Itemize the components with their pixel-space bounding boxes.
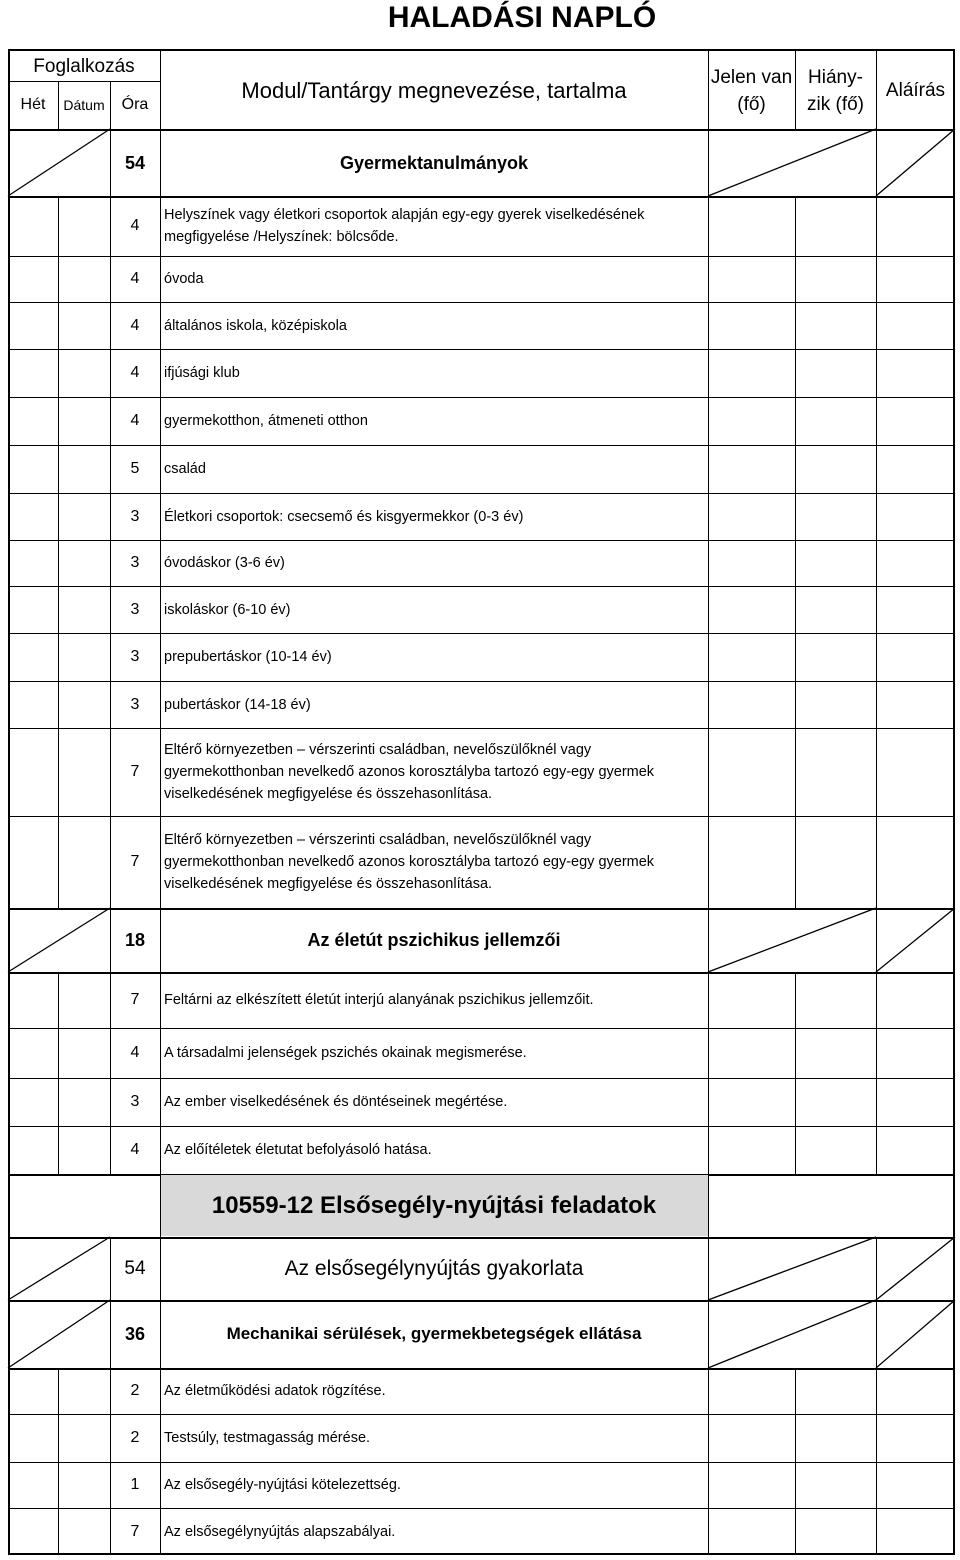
row-hours: 5 [130,460,140,477]
row-description: pubertáskor (14-18 év) [164,696,311,713]
grid-line [8,1078,955,1079]
header-het: Hét [20,96,46,113]
grid-line [876,816,877,908]
grid-line [795,349,796,397]
grid-line [58,196,59,256]
section-title: Az elsősegélynyújtás gyakorlata [284,1256,584,1280]
row-description: Életkori csoportok: csecsemő és kisgyermekkor (0-3 év) [164,508,524,525]
row-description: prepubertáskor (10-14 év) [164,649,332,665]
diagonal-strike [708,908,876,972]
row-description: gyermekotthonban nevelkedő azonos korosztályba tartozó egy-egy gyermek [164,854,655,870]
grid-line [708,196,709,256]
row-hours: 1 [130,1476,140,1493]
header-alairas: Aláírás [885,80,946,101]
grid-line [58,1028,59,1078]
grid-line [795,302,796,349]
grid-line [708,256,709,302]
row-description: Helyszínek vagy életkori csoportok alapján egy-egy gyerek viselkedésének [164,207,645,223]
grid-line [876,1078,877,1126]
grid-line [795,1028,796,1078]
grid-line [8,681,955,682]
page-title: HALADÁSI NAPLÓ [387,1,657,34]
grid-line [876,1414,877,1462]
grid-line [876,493,877,540]
grid-line [58,445,59,493]
grid-line [58,1462,59,1508]
grid-line [8,1368,955,1370]
diagonal-strike [8,129,110,196]
row-description: Az ember viselkedésének és döntéseinek megértése. [164,1094,508,1110]
grid-line [8,302,955,303]
grid-line [795,196,796,256]
grid-line [8,493,955,494]
grid-line [795,1368,796,1414]
row-hours: 4 [130,364,140,381]
grid-line [876,196,877,256]
row-hours: 7 [130,853,140,870]
grid-line [58,493,59,540]
row-description: gyermekotthon, átmeneti otthon [164,413,368,429]
grid-line [708,1508,709,1555]
row-description: A társadalmi jelenségek pszichés okainak megismerése. [164,1045,527,1061]
grid-line [708,1028,709,1078]
grid-line [160,256,161,302]
row-description: Az előítéletek életutat befolyásoló hatása. [164,1142,432,1158]
grid-line [8,445,955,446]
row-description: általános iskola, középiskola [164,317,347,334]
grid-line [876,256,877,302]
header-hiany-2: zik (fő) [807,94,864,115]
row-description: Feltárni az elkészített életút interjú alanyának pszichikus jellemzőit. [164,992,594,1008]
grid-line [708,302,709,349]
grid-line [8,1508,955,1509]
row-description: ifjúsági klub [164,365,240,381]
diagonal-strike [8,1237,110,1300]
grid-line [58,816,59,908]
grid-line [8,816,955,817]
row-description: óvoda [164,271,204,287]
header-foglalkozas: Foglalkozás [33,56,135,77]
grid-line [58,681,59,728]
row-hours: 4 [130,270,140,287]
grid-line [160,1368,161,1414]
grid-line [708,972,709,1028]
grid-line [876,302,877,349]
row-description: Az elsősegélynyújtás alapszabályai. [164,1523,396,1540]
grid-line [708,1414,709,1462]
grid-line [58,349,59,397]
grid-line [876,540,877,586]
row-description: óvodáskor (3-6 év) [164,555,285,571]
grid-line [795,1462,796,1508]
header-hiany-1: Hiány- [808,67,863,88]
grid-line [708,633,709,681]
section-hours: 54 [124,1257,146,1279]
grid-line [8,1126,955,1127]
section-title: Az életút pszichikus jellemzői [307,930,561,950]
grid-line [795,445,796,493]
row-hours: 3 [130,507,140,525]
grid-line [160,302,161,349]
row-hours: 3 [130,600,140,618]
grid-line [160,586,161,633]
grid-line [795,816,796,908]
diagonal-strike [708,129,876,196]
diagonal-strike [708,1237,876,1300]
grid-line [58,1508,59,1555]
grid-line [795,493,796,540]
row-description: Az életműködési adatok rögzítése. [164,1383,386,1399]
section-hours: 36 [124,1324,146,1344]
row-hours: 3 [130,695,140,713]
grid-line [160,816,161,908]
row-hours: 2 [130,1382,140,1399]
grid-line [58,1126,59,1174]
row-description: Eltérő környezetben – vérszerinti családban, nevelőszülőknél vagy [164,742,592,758]
grid-line [795,728,796,816]
row-hours: 4 [130,412,140,429]
grid-line [160,1028,161,1078]
diagonal-strike [876,129,955,196]
diagonal-strike [876,1300,955,1368]
grid-line [8,1028,955,1029]
row-hours: 3 [130,554,140,571]
grid-line [708,1462,709,1508]
grid-line [795,681,796,728]
grid-line [795,1078,796,1126]
grid-line [160,1462,161,1508]
grid-line [160,196,161,256]
grid-line [795,1126,796,1174]
grid-line [8,728,955,729]
module-title: 10559-12 Elsősegély-nyújtási feladatok [211,1191,657,1219]
grid-line [876,633,877,681]
grid-line [8,586,955,587]
grid-line [58,586,59,633]
grid-line [58,256,59,302]
grid-line [708,681,709,728]
grid-line [795,1414,796,1462]
grid-line [160,540,161,586]
grid-line [160,633,161,681]
row-hours: 4 [130,217,140,234]
row-description: gyermekotthonban nevelkedő azonos korosztályba tartozó egy-egy gyermek [164,764,655,780]
grid-line [8,972,955,974]
grid-line [8,397,955,398]
diagonal-strike [876,908,955,972]
row-hours: 7 [130,763,140,780]
row-hours: 4 [130,1141,140,1158]
grid-line [160,681,161,728]
grid-line [58,1414,59,1462]
row-description: Eltérő környezetben – vérszerinti családban, nevelőszülőknél vagy [164,832,592,848]
grid-line [708,1174,709,1237]
grid-line [795,256,796,302]
grid-line [876,1508,877,1555]
grid-line [708,1078,709,1126]
grid-line [876,1368,877,1414]
grid-line [795,972,796,1028]
grid-line [58,728,59,816]
grid-line [876,445,877,493]
row-hours: 2 [130,1429,140,1446]
grid-line [8,256,955,257]
grid-line [708,445,709,493]
grid-line [795,49,796,129]
row-hours: 4 [130,1044,140,1061]
row-hours: 7 [130,991,140,1008]
grid-line [58,633,59,681]
row-description: Testsúly, testmagasság mérése. [164,1430,371,1446]
row-description: iskoláskor (6-10 év) [164,601,291,618]
grid-line [8,81,160,82]
header-modul: Modul/Tantárgy megnevezése, tartalma [241,78,627,103]
grid-line [708,816,709,908]
row-description: Az elsősegély-nyújtási kötelezettség. [164,1477,401,1493]
diagonal-strike [708,1300,876,1368]
grid-line [8,196,955,198]
grid-line [58,397,59,445]
grid-line [876,1028,877,1078]
grid-line [876,1462,877,1508]
grid-line [160,1414,161,1462]
grid-line [708,349,709,397]
section-hours: 18 [124,930,146,950]
grid-line [708,397,709,445]
row-description: család [164,461,206,477]
grid-line [708,1368,709,1414]
grid-line [708,49,709,129]
grid-line [708,728,709,816]
header-jelen-2: (fő) [737,94,766,115]
grid-line [876,681,877,728]
grid-line [795,1508,796,1555]
grid-line [8,1414,955,1415]
grid-line [8,349,955,350]
grid-line [795,586,796,633]
grid-line [876,586,877,633]
grid-line [160,397,161,445]
row-hours: 7 [130,1522,140,1540]
grid-line [708,540,709,586]
grid-line [160,972,161,1028]
diagonal-strike [8,908,110,972]
section-title: Mechanikai sérülések, gyermekbetegségek ellátása [226,1324,642,1343]
section-title: Gyermektanulmányok [339,152,529,173]
grid-line [8,540,955,541]
grid-line [708,493,709,540]
row-hours: 3 [130,648,140,665]
row-hours: 3 [130,1093,140,1110]
grid-line [876,1126,877,1174]
grid-line [876,349,877,397]
diagonal-strike [8,1300,110,1368]
header-ora: Óra [121,96,149,113]
grid-line [160,1126,161,1174]
grid-line [795,633,796,681]
grid-line [795,397,796,445]
grid-line [160,1508,161,1555]
grid-line [58,1078,59,1126]
grid-line [58,540,59,586]
grid-line [160,1078,161,1126]
grid-line [8,1462,955,1463]
header-jelen-1: Jelen van [710,67,793,88]
grid-line [58,972,59,1028]
grid-line [795,540,796,586]
row-hours: 4 [130,316,140,334]
grid-line [876,397,877,445]
grid-line [160,493,161,540]
grid-line [58,1368,59,1414]
grid-line [58,302,59,349]
grid-line [876,728,877,816]
grid-line [8,633,955,634]
row-description: viselkedésének megfigyelése és összehasonlítása. [164,876,493,892]
grid-line [160,445,161,493]
grid-line [160,349,161,397]
diagonal-strike [876,1237,955,1300]
header-datum: Dátum [63,97,105,113]
grid-line [876,972,877,1028]
grid-line [708,586,709,633]
row-description: viselkedésének megfigyelése és összehasonlítása. [164,786,493,802]
grid-line [708,1126,709,1174]
row-description: megfigyelése /Helyszínek: bölcsőde. [164,229,399,245]
grid-line [160,728,161,816]
section-hours: 54 [124,152,146,173]
